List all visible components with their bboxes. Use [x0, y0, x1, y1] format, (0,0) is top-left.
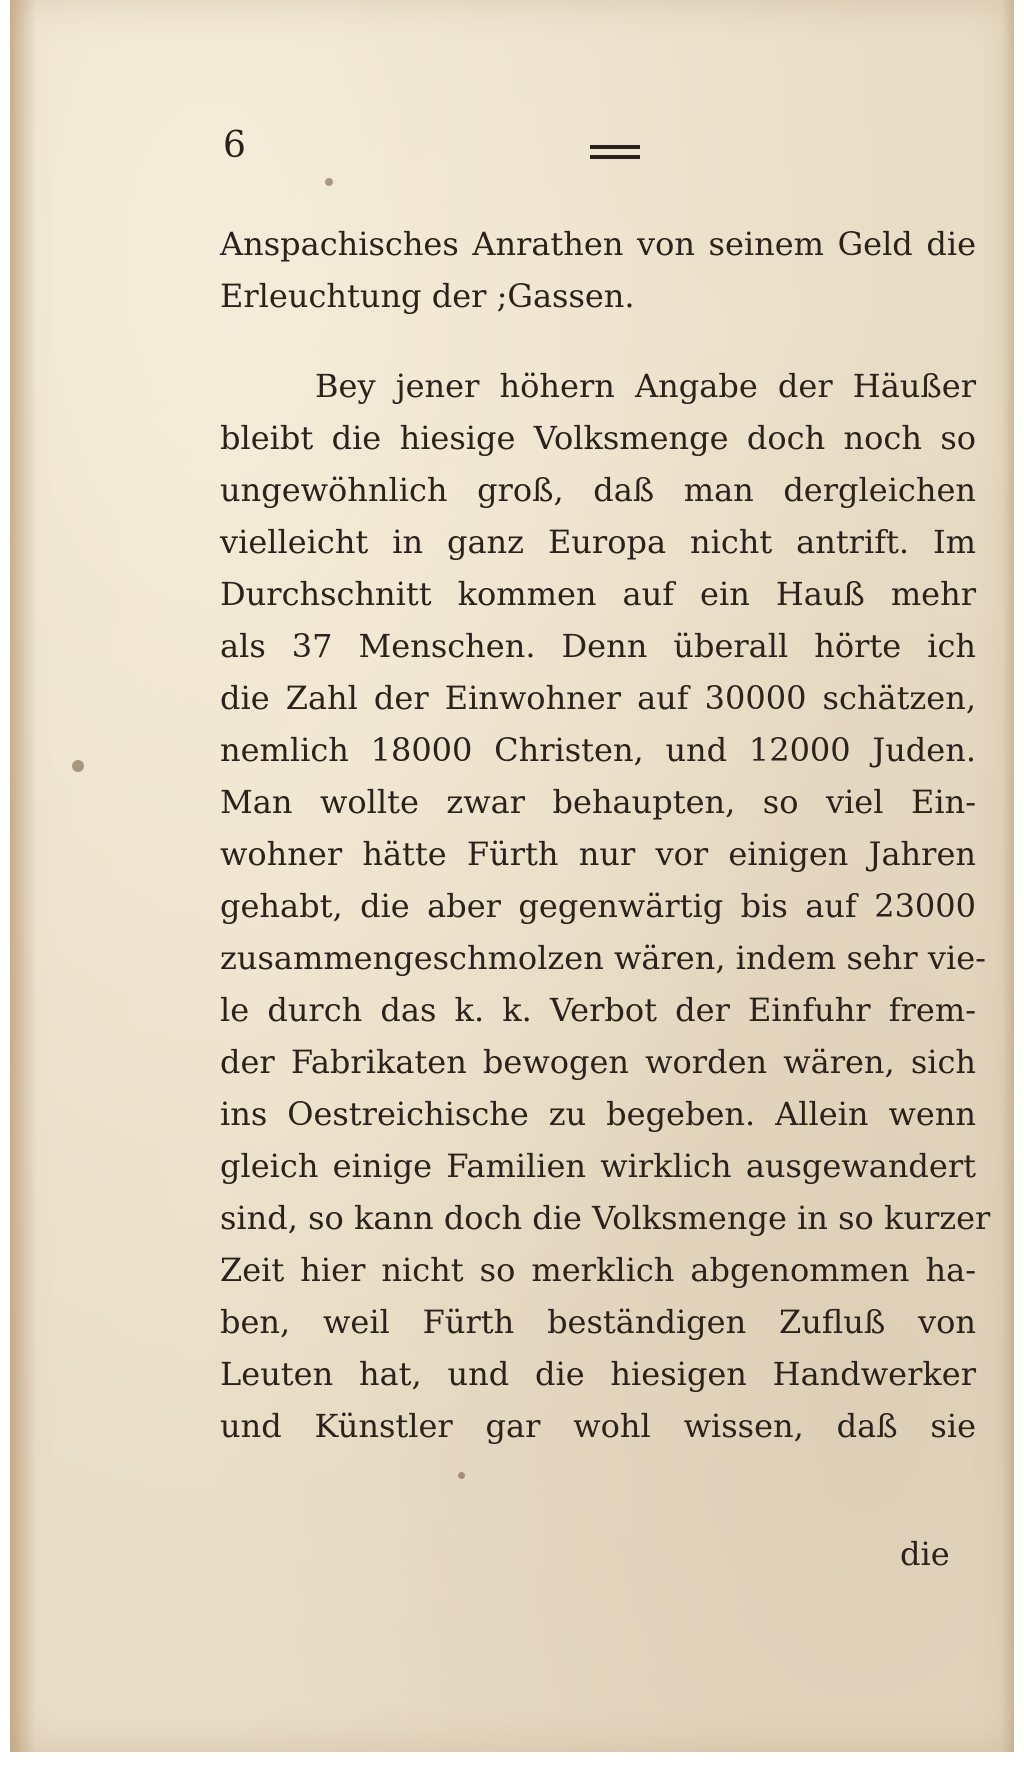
- page-right-edge-shadow: [1002, 0, 1014, 1752]
- text-line: Man wollte zwar behaupten, so viel Ein-: [220, 783, 976, 821]
- ink-spot: [325, 178, 333, 186]
- text-line: gehabt, die aber gegenwärtig bis auf 23000: [220, 887, 976, 925]
- page-number: 6: [223, 125, 246, 166]
- text-line: zusammengeschmolzen wären, indem sehr vie-: [220, 939, 986, 977]
- text-line: Erleuchtung der ;Gassen.: [220, 277, 635, 315]
- text-line: Anspachisches Anrathen von seinem Geld die: [220, 225, 976, 263]
- book-page: [10, 0, 1014, 1752]
- catchword: die: [900, 1535, 950, 1573]
- text-line: der Fabrikaten bewogen worden wären, sich: [220, 1043, 976, 1081]
- paragraph-gap: [220, 322, 976, 360]
- ink-spot: [72, 760, 84, 772]
- text-line: le durch das k. k. Verbot der Einfuhr frem-: [220, 991, 976, 1029]
- text-line: und Künstler gar wohl wissen, daß sie: [220, 1407, 976, 1445]
- text-line: Bey jener höhern Angabe der Häußer: [315, 367, 976, 405]
- text-line: ins Oestreichische zu begeben. Allein wenn: [220, 1095, 976, 1133]
- text-line: die Zahl der Einwohner auf 30000 schätzen,: [220, 679, 976, 717]
- body-text: [220, 218, 991, 1452]
- text-line: bleibt die hiesige Volksmenge doch noch so: [220, 419, 976, 457]
- text-line: ben, weil Fürth beständigen Zufluß von: [220, 1303, 976, 1341]
- running-header: [10, 125, 1014, 175]
- text-line: vielleicht in ganz Europa nicht antrift. Im: [220, 523, 976, 561]
- text-line: ungewöhnlich groß, daß man dergleichen: [220, 471, 976, 509]
- text-line: gleich einige Familien wirklich ausgewandert: [220, 1147, 976, 1185]
- text-line: als 37 Menschen. Denn überall hörte ich: [220, 627, 976, 665]
- header-double-rule: [590, 145, 640, 160]
- text-line: Durchschnitt kommen auf ein Hauß mehr: [220, 575, 976, 613]
- text-line: nemlich 18000 Christen, und 12000 Juden.: [220, 731, 976, 769]
- ink-spot: [458, 1472, 465, 1479]
- text-line: sind, so kann doch die Volksmenge in so kurzer: [220, 1199, 991, 1237]
- text-line: wohner hätte Fürth nur vor einigen Jahren: [220, 835, 976, 873]
- text-line: Zeit hier nicht so merklich abgenommen ha-: [220, 1251, 976, 1289]
- page-left-edge-shadow: [10, 0, 36, 1752]
- text-line: Leuten hat, und die hiesigen Handwerker: [220, 1355, 976, 1393]
